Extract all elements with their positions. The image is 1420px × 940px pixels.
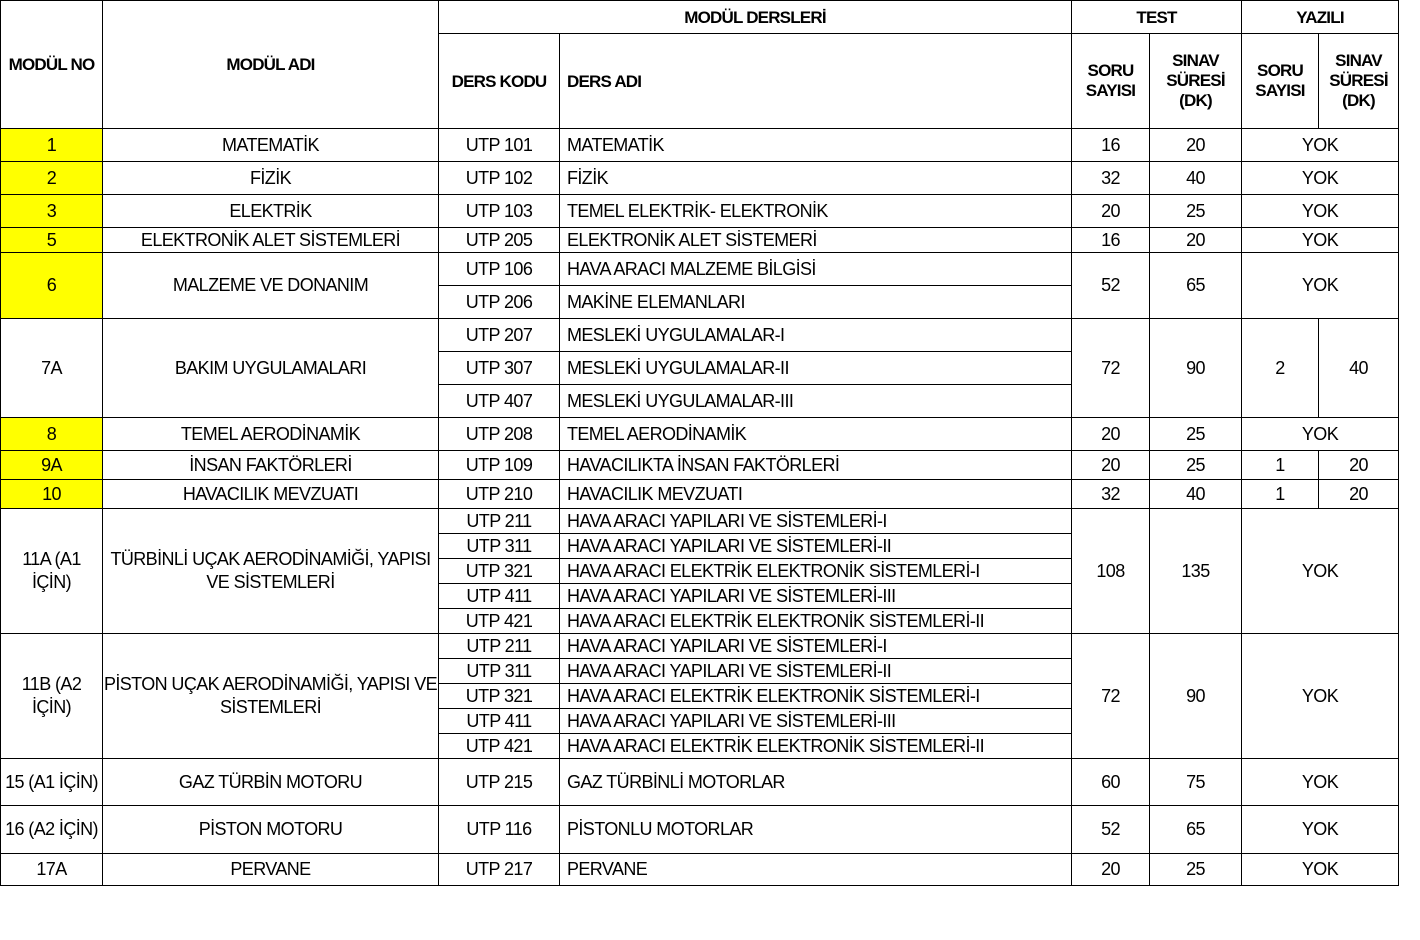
course-name: HAVACILIK MEVZUATI: [560, 480, 1072, 509]
module-no: 15 (A1 İÇİN): [1, 759, 103, 806]
module-no: 10: [1, 480, 103, 509]
course-name: HAVA ARACI YAPILARI VE SİSTEMLERİ-III: [560, 709, 1072, 734]
test-duration: 90: [1150, 634, 1242, 759]
course-code: UTP 311: [439, 534, 560, 559]
test-duration: 90: [1150, 319, 1242, 418]
course-code: UTP 101: [439, 129, 560, 162]
test-duration: 25: [1150, 451, 1242, 480]
written-status: YOK: [1242, 195, 1399, 228]
module-name: PİSTON MOTORU: [103, 806, 439, 854]
table-row: [1, 228, 1399, 253]
test-question-count: 108: [1072, 509, 1150, 634]
header-yazili: YAZILI: [1242, 1, 1399, 34]
written-status: YOK: [1242, 806, 1399, 854]
course-code: UTP 407: [439, 385, 560, 418]
header-ders-adi: DERS ADI: [560, 34, 1072, 129]
header-test-soru-sayisi: SORU SAYISI: [1072, 34, 1150, 129]
module-no: 17A: [1, 854, 103, 886]
module-name: GAZ TÜRBİN MOTORU: [103, 759, 439, 806]
course-name: HAVA ARACI YAPILARI VE SİSTEMLERİ-I: [560, 509, 1072, 534]
course-code: UTP 103: [439, 195, 560, 228]
test-duration: 135: [1150, 509, 1242, 634]
course-name: HAVA ARACI MALZEME BİLGİSİ: [560, 253, 1072, 286]
module-no: 1: [1, 129, 103, 162]
written-status: YOK: [1242, 162, 1399, 195]
table-row: [1, 480, 1399, 509]
course-name: MESLEKİ UYGULAMALAR-III: [560, 385, 1072, 418]
written-status: YOK: [1242, 129, 1399, 162]
course-code: UTP 217: [439, 854, 560, 886]
written-duration: 40: [1319, 319, 1399, 418]
module-name: TÜRBİNLİ UÇAK AERODİNAMİĞİ, YAPISI VE SİSTEMLERİ: [103, 509, 439, 634]
written-duration: 20: [1319, 451, 1399, 480]
course-code: UTP 211: [439, 509, 560, 534]
header-modul-adi: MODÜL ADI: [103, 1, 439, 129]
course-name: MESLEKİ UYGULAMALAR-II: [560, 352, 1072, 385]
course-name: HAVA ARACI ELEKTRİK ELEKTRONİK SİSTEMLERİ-II: [560, 734, 1072, 759]
course-code: UTP 421: [439, 609, 560, 634]
course-name: MATEMATİK: [560, 129, 1072, 162]
table-row: [1, 509, 1399, 534]
test-question-count: 20: [1072, 451, 1150, 480]
test-question-count: 20: [1072, 195, 1150, 228]
course-name: HAVA ARACI ELEKTRİK ELEKTRONİK SİSTEMLERİ-I: [560, 559, 1072, 584]
test-duration: 25: [1150, 854, 1242, 886]
header-yazili-sinav-suresi: SINAV SÜRESİ (DK): [1319, 34, 1399, 129]
module-name: PERVANE: [103, 854, 439, 886]
written-status: YOK: [1242, 759, 1399, 806]
course-name: HAVA ARACI YAPILARI VE SİSTEMLERİ-II: [560, 534, 1072, 559]
course-name: TEMEL AERODİNAMİK: [560, 418, 1072, 451]
table-row: [1, 195, 1399, 228]
module-name: ELEKTRİK: [103, 195, 439, 228]
course-code: UTP 411: [439, 584, 560, 609]
table-row: [1, 253, 1399, 286]
course-code: UTP 102: [439, 162, 560, 195]
course-name: HAVA ARACI YAPILARI VE SİSTEMLERİ-II: [560, 659, 1072, 684]
written-question-count: 1: [1242, 480, 1319, 509]
module-name: PİSTON UÇAK AERODİNAMİĞİ, YAPISI VE SİSTEMLERİ: [103, 634, 439, 759]
header-test-sinav-suresi: SINAV SÜRESİ (DK): [1150, 34, 1242, 129]
table-row: [1, 759, 1399, 806]
module-table-body: [1, 129, 1399, 886]
table-row: [1, 451, 1399, 480]
module-no: 8: [1, 418, 103, 451]
test-question-count: 16: [1072, 129, 1150, 162]
table-row: [1, 418, 1399, 451]
module-no: 11B (A2 İÇİN): [1, 634, 103, 759]
written-status: YOK: [1242, 253, 1399, 319]
course-code: UTP 106: [439, 253, 560, 286]
test-duration: 25: [1150, 195, 1242, 228]
header-yazili-soru-sayisi: SORU SAYISI: [1242, 34, 1319, 129]
written-status: YOK: [1242, 509, 1399, 634]
module-name: ELEKTRONİK ALET SİSTEMLERİ: [103, 228, 439, 253]
course-name: PERVANE: [560, 854, 1072, 886]
course-code: UTP 207: [439, 319, 560, 352]
test-duration: 75: [1150, 759, 1242, 806]
module-name: İNSAN FAKTÖRLERİ: [103, 451, 439, 480]
course-name: HAVA ARACI ELEKTRİK ELEKTRONİK SİSTEMLERİ-I: [560, 684, 1072, 709]
module-no: 5: [1, 228, 103, 253]
table-row: [1, 162, 1399, 195]
table-row: [1, 806, 1399, 854]
course-name: GAZ TÜRBİNLİ MOTORLAR: [560, 759, 1072, 806]
module-no: 6: [1, 253, 103, 319]
written-status: YOK: [1242, 228, 1399, 253]
header-modul-no: MODÜL NO: [1, 1, 103, 129]
test-question-count: 72: [1072, 634, 1150, 759]
module-name: HAVACILIK MEVZUATI: [103, 480, 439, 509]
module-no: 11A (A1 İÇİN): [1, 509, 103, 634]
module-no: 7A: [1, 319, 103, 418]
course-code: UTP 206: [439, 286, 560, 319]
test-question-count: 20: [1072, 854, 1150, 886]
module-name: BAKIM UYGULAMALARI: [103, 319, 439, 418]
course-name: ELEKTRONİK ALET SİSTEMERİ: [560, 228, 1072, 253]
written-status: YOK: [1242, 634, 1399, 759]
table-row: [1, 854, 1399, 886]
test-duration: 40: [1150, 162, 1242, 195]
test-duration: 20: [1150, 228, 1242, 253]
written-status: YOK: [1242, 854, 1399, 886]
course-code: UTP 109: [439, 451, 560, 480]
test-question-count: 32: [1072, 162, 1150, 195]
course-code: UTP 411: [439, 709, 560, 734]
module-no: 3: [1, 195, 103, 228]
test-question-count: 20: [1072, 418, 1150, 451]
test-question-count: 16: [1072, 228, 1150, 253]
test-question-count: 72: [1072, 319, 1150, 418]
module-no: 9A: [1, 451, 103, 480]
table-row: [1, 634, 1399, 659]
course-name: MAKİNE ELEMANLARI: [560, 286, 1072, 319]
course-code: UTP 321: [439, 559, 560, 584]
course-name: FİZİK: [560, 162, 1072, 195]
test-duration: 25: [1150, 418, 1242, 451]
course-name: TEMEL ELEKTRİK- ELEKTRONİK: [560, 195, 1072, 228]
written-question-count: 2: [1242, 319, 1319, 418]
test-duration: 20: [1150, 129, 1242, 162]
module-name: MATEMATİK: [103, 129, 439, 162]
written-status: YOK: [1242, 418, 1399, 451]
module-name: FİZİK: [103, 162, 439, 195]
header-test: TEST: [1072, 1, 1242, 34]
course-code: UTP 210: [439, 480, 560, 509]
course-name: HAVA ARACI YAPILARI VE SİSTEMLERİ-I: [560, 634, 1072, 659]
course-name: HAVA ARACI ELEKTRİK ELEKTRONİK SİSTEMLERİ-II: [560, 609, 1072, 634]
course-code: UTP 215: [439, 759, 560, 806]
module-no: 16 (A2 İÇİN): [1, 806, 103, 854]
table-row: [1, 129, 1399, 162]
written-question-count: 1: [1242, 451, 1319, 480]
course-name: HAVA ARACI YAPILARI VE SİSTEMLERİ-III: [560, 584, 1072, 609]
test-question-count: 32: [1072, 480, 1150, 509]
test-duration: 40: [1150, 480, 1242, 509]
written-duration: 20: [1319, 480, 1399, 509]
course-code: UTP 211: [439, 634, 560, 659]
course-code: UTP 311: [439, 659, 560, 684]
course-code: UTP 208: [439, 418, 560, 451]
test-duration: 65: [1150, 253, 1242, 319]
module-no: 2: [1, 162, 103, 195]
course-code: UTP 116: [439, 806, 560, 854]
course-code: UTP 421: [439, 734, 560, 759]
header-ders-kodu: DERS KODU: [439, 34, 560, 129]
table-row: [1, 319, 1399, 352]
course-code: UTP 321: [439, 684, 560, 709]
module-name: MALZEME VE DONANIM: [103, 253, 439, 319]
test-question-count: 52: [1072, 806, 1150, 854]
test-duration: 65: [1150, 806, 1242, 854]
module-name: TEMEL AERODİNAMİK: [103, 418, 439, 451]
course-name: PİSTONLU MOTORLAR: [560, 806, 1072, 854]
header-modul-dersleri: MODÜL DERSLERİ: [439, 1, 1072, 34]
course-name: HAVACILIKTA İNSAN FAKTÖRLERİ: [560, 451, 1072, 480]
course-code: UTP 205: [439, 228, 560, 253]
course-name: MESLEKİ UYGULAMALAR-I: [560, 319, 1072, 352]
test-question-count: 52: [1072, 253, 1150, 319]
test-question-count: 60: [1072, 759, 1150, 806]
course-code: UTP 307: [439, 352, 560, 385]
